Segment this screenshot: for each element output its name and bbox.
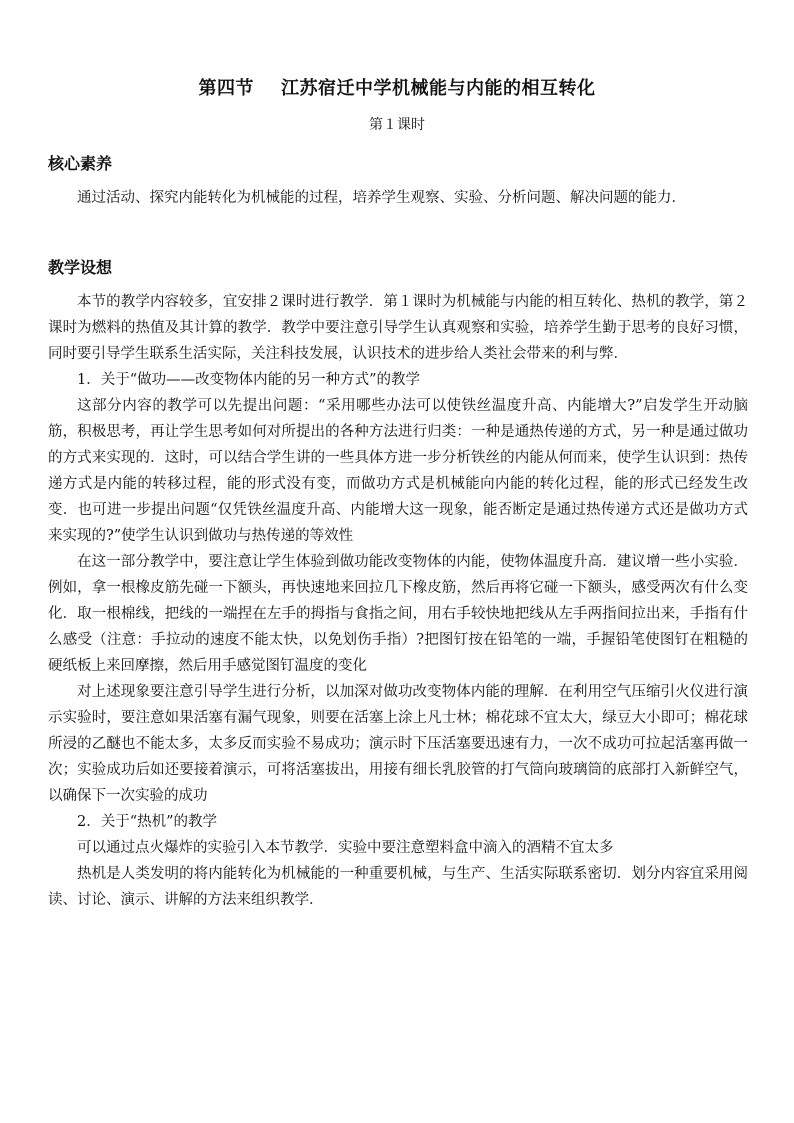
paragraph: 本节的教学内容较多，宜安排２课时进行教学．第１课时为机械能与内能的相互转化、热机的教学，第２课时为燃料的热值及其计算的教学．教学中要注意引导学生认真观察和实验，培养学生勤于思考的良好习惯，同时要引导学生联系生活实际，关注科技发展，认识技术的进步给人类社会带来的利与弊． [48,294,748,362]
section-body-design [48,289,748,913]
paragraph: 可以通过点火爆炸的实验引入本节教学．实验中要注意塑料盒中滴入的酒精不宜太多 [77,840,614,856]
lesson-subtitle: 第１课时 [369,117,425,133]
subsection-heading: 1．关于“做功——改变物体内能的另一种方式”的教学 [77,372,421,388]
section-body-core [48,185,748,211]
paragraph: 热机是人类发明的将内能转化为机械能的一种重要机械，与生产、生活实际联系密切．划分内容宜采用阅读、讨论、演示、讲解的方法来组织教学． [48,866,748,908]
paragraph: 这部分内容的教学可以先提出问题：“采用哪些办法可以使铁丝温度升高、内能增大?”启发学生开动脑筋，积极思考，再让学生思考如何对所提出的各种方法进行归类：一种是通热传递的方式，另一种是通过做功的方式来实现的．这时，可以结合学生讲的一些具体方进一步分析铁丝的内能从何而来，使学生认识到：热传递方式是内能的转移过程，能的形式没有变，而做功方式是机械能向内能的转化过程，能的形式已经发生改变．也可进一步提出问题“仅凭铁丝温度升高、内能增大这一现象，能否断定是通过热传递方式还是做功方式来实现的?”使学生认识到做功与热传递的等效性 [48,398,748,544]
document-title: 第四节 江苏宿迁中学机械能与内能的相互转化 [198,78,596,99]
paragraph: 对上述现象要注意引导学生进行分析，以加深对做功改变物体内能的理解．在利用空气压缩引火仪进行演示实验时，要注意如果活塞有漏气现象，则要在活塞上涂上凡士林；棉花球不宜太大，绿豆大小即可；棉花球所浸的乙醚也不能太多，太多反而实验不易成功；演示时下压活塞要迅速有力，一次不成功可拉起活塞再做一次；实验成功后如还要接着演示，可将活塞拔出，用接有细长乳胶管的打气筒向玻璃筒的底部打入新鲜空气，以确保下一次实验的成功 [48,684,748,804]
paragraph: 通过活动、探究内能转化为机械能的过程，培养学生观察、实验、分析问题、解决问题的能力． [77,190,686,206]
section-heading-core: 核心素养 [48,154,113,173]
section-heading-design: 教学设想 [48,258,113,277]
subsection-heading: 2．关于“热机”的教学 [77,814,218,830]
paragraph: 在这一部分教学中，要注意让学生体验到做功能改变物体的内能，使物体温度升高．建议增一些小实验．例如，拿一根橡皮筋先碰一下额头，再快速地来回拉几下橡皮筋，然后再将它碰一下额头，感受两次有什么变化．取一根棉线，把线的一端捏在左手的拇指与食指之间，用右手较快地把线从左手两指间拉出来，手指有什么感受（注意：手拉动的速度不能太快，以免划伤手指）?把图钉按在铅笔的一端，手握铅笔使图钉在粗糙的硬纸板上来回摩擦，然后用手感觉图钉温度的变化 [48,554,748,674]
